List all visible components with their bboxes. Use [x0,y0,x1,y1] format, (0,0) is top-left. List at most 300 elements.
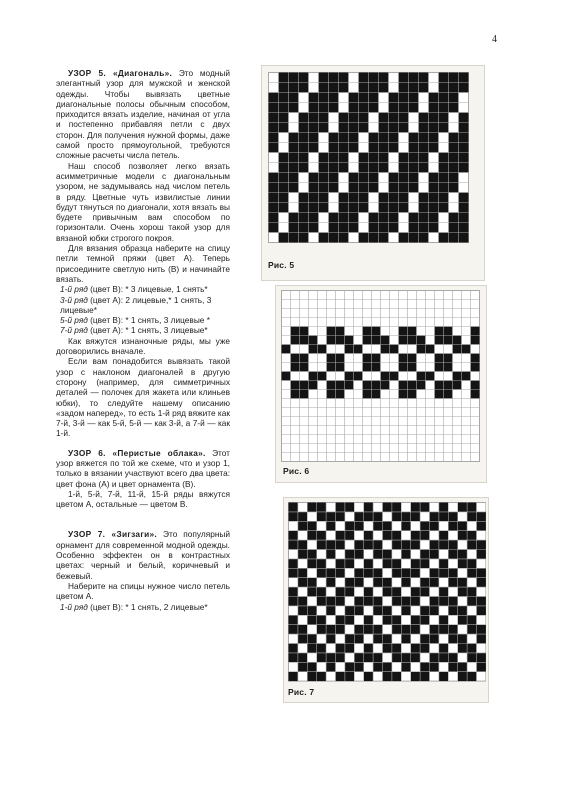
dark-stitch-cell [289,163,299,173]
dark-stitch-cell [309,372,318,381]
dark-stitch-cell [458,559,467,568]
dark-stitch-cell [363,327,372,336]
dark-stitch-cell [319,123,329,133]
dark-stitch-cell [279,173,289,183]
dark-stitch-cell [382,662,391,671]
text-column [56,68,230,612]
dark-stitch-cell [364,559,373,568]
dark-stitch-cell [439,643,448,652]
dark-stitch-cell [476,578,485,587]
dark-stitch-cell [309,123,319,133]
pattern-6-intro-text: Этот узор вяжется по той же схеме, что и узор 1, только в вязании участвуют всего два цвета: цвет фона (А) и цвет орнамента (В). [56,447,230,489]
figure-6-caption: Рис. 6 [283,466,310,476]
dark-stitch-cell [459,123,469,133]
dark-stitch-cell [411,587,420,596]
dark-stitch-cell [327,354,336,363]
dark-stitch-cell [444,381,453,390]
dark-stitch-cell [309,133,319,143]
dark-stitch-cell [339,73,349,83]
dark-stitch-cell [307,521,316,530]
dark-stitch-cell [345,672,354,681]
dark-stitch-cell [379,163,389,173]
dark-stitch-cell [317,625,326,634]
dark-stitch-cell [364,596,373,605]
dark-stitch-cell [326,521,335,530]
dark-stitch-cell [317,559,326,568]
dark-stitch-cell [307,643,316,652]
dark-stitch-cell [336,381,345,390]
dark-stitch-cell [327,381,336,390]
dark-stitch-cell [339,113,349,123]
dark-stitch-cell [307,531,316,540]
dark-stitch-cell [471,336,480,345]
dark-stitch-cell [349,173,359,183]
row-label: 7-й ряд [60,325,88,336]
dark-stitch-cell [399,123,409,133]
dark-stitch-cell [291,390,300,399]
dark-stitch-cell [458,587,467,596]
dark-stitch-cell [317,653,326,662]
dark-stitch-cell [399,203,409,213]
dark-stitch-cell [429,634,438,643]
dark-stitch-cell [429,143,439,153]
dark-stitch-cell [379,153,389,163]
dark-stitch-cell [392,643,401,652]
dark-stitch-cell [458,606,467,615]
dark-stitch-cell [329,163,339,173]
dark-stitch-cell [364,512,373,521]
dark-stitch-cell [269,183,279,193]
dark-stitch-cell [429,606,438,615]
dark-stitch-cell [439,83,449,93]
dark-stitch-cell [459,143,469,153]
dark-stitch-cell [269,93,279,103]
dark-stitch-cell [269,133,279,143]
dark-stitch-cell [467,596,476,605]
dark-stitch-cell [345,345,354,354]
dark-stitch-cell [326,625,335,634]
dark-stitch-cell [458,521,467,530]
dark-stitch-cell [420,587,429,596]
dark-stitch-cell [389,213,399,223]
dark-stitch-cell [345,615,354,624]
dark-stitch-cell [326,634,335,643]
dark-stitch-cell [298,596,307,605]
dark-stitch-cell [317,503,326,512]
dark-stitch-cell [269,223,279,233]
dark-stitch-cell [369,233,379,243]
dark-stitch-cell [288,540,297,549]
dark-stitch-cell [345,643,354,652]
dark-stitch-cell [389,123,399,133]
pattern-6-title: УЗОР 6. «Перистые облака». [68,447,206,458]
dark-stitch-cell [419,83,429,93]
dark-stitch-cell [392,615,401,624]
dark-stitch-cell [448,634,457,643]
dark-stitch-cell [279,233,289,243]
pattern-5-row-5 [56,315,230,325]
dark-stitch-cell [439,503,448,512]
dark-stitch-cell [300,390,309,399]
dark-stitch-cell [307,587,316,596]
dark-stitch-cell [382,578,391,587]
purl-rows-note: Как вяжутся изнаночные ряды, мы уже договорились вначале. [56,335,230,357]
dark-stitch-cell [389,93,399,103]
dark-stitch-cell [399,390,408,399]
dark-stitch-cell [419,73,429,83]
dark-stitch-cell [298,625,307,634]
dark-stitch-cell [291,363,300,372]
dark-stitch-cell [364,672,373,681]
dark-stitch-cell [354,521,363,530]
dark-stitch-cell [326,540,335,549]
dark-stitch-cell [279,73,289,83]
dark-stitch-cell [345,559,354,568]
dark-stitch-cell [349,193,359,203]
dark-stitch-cell [363,336,372,345]
dark-stitch-cell [326,653,335,662]
dark-stitch-cell [439,559,448,568]
dark-stitch-cell [291,327,300,336]
dark-stitch-cell [419,143,429,153]
dark-stitch-cell [299,143,309,153]
dark-stitch-cell [349,183,359,193]
page-number: 4 [492,34,497,45]
dark-stitch-cell [326,662,335,671]
dark-stitch-cell [448,578,457,587]
dark-stitch-cell [449,183,459,193]
dark-stitch-cell [300,336,309,345]
dark-stitch-cell [299,223,309,233]
dark-stitch-cell [354,345,363,354]
row-instruction: (цвет В): * 3 лицевые, 1 снять* [87,284,208,295]
dark-stitch-cell [291,381,300,390]
dark-stitch-cell [309,143,319,153]
dark-stitch-cell [476,568,485,577]
dark-stitch-cell [420,559,429,568]
dark-stitch-cell [439,73,449,83]
dark-stitch-cell [345,587,354,596]
dark-stitch-cell [373,625,382,634]
dark-stitch-cell [269,113,279,123]
dark-stitch-cell [444,354,453,363]
dark-stitch-cell [439,672,448,681]
dark-stitch-cell [439,193,449,203]
dark-stitch-cell [279,183,289,193]
dark-stitch-cell [336,390,345,399]
dark-stitch-cell [379,143,389,153]
dark-stitch-cell [459,223,469,233]
dark-stitch-cell [392,512,401,521]
dark-stitch-cell [319,173,329,183]
dark-stitch-cell [399,381,408,390]
dark-stitch-cell [307,662,316,671]
dark-stitch-cell [373,521,382,530]
dark-stitch-cell [349,223,359,233]
pattern-6-rows-paragraph: 1-й, 5-й, 7-й, 11-й, 15-й ряды вяжутся цветом А, остальные — цветом В. [56,488,230,510]
pattern-7-row-1 [56,602,230,612]
dark-stitch-cell [420,503,429,512]
dark-stitch-cell [420,672,429,681]
dark-stitch-cell [372,390,381,399]
dark-stitch-cell [329,173,339,183]
dark-stitch-cell [317,643,326,652]
dark-stitch-cell [279,163,289,173]
dark-stitch-cell [289,143,299,153]
dark-stitch-cell [369,133,379,143]
dark-stitch-cell [317,596,326,605]
dark-stitch-cell [298,512,307,521]
dark-stitch-cell [399,354,408,363]
dark-stitch-cell [411,503,420,512]
dark-stitch-cell [369,173,379,183]
dark-stitch-cell [411,512,420,521]
dark-stitch-cell [449,153,459,163]
dark-stitch-cell [373,512,382,521]
dark-stitch-cell [420,634,429,643]
dark-stitch-cell [419,123,429,133]
dark-stitch-cell [439,123,449,133]
row-instruction: (цвет А): * 1 снять, 3 лицевые* [87,325,208,336]
dark-stitch-cell [408,363,417,372]
dark-stitch-cell [279,203,289,213]
dark-stitch-cell [335,531,344,540]
row-label: 5-й ряд [60,315,88,326]
dark-stitch-cell [335,512,344,521]
dark-stitch-cell [417,345,426,354]
dark-stitch-cell [409,223,419,233]
dark-stitch-cell [382,503,391,512]
dark-stitch-cell [345,606,354,615]
dark-stitch-cell [401,634,410,643]
dark-stitch-cell [408,327,417,336]
dark-stitch-cell [339,83,349,93]
dark-stitch-cell [453,345,462,354]
dark-stitch-cell [389,143,399,153]
dark-stitch-cell [354,372,363,381]
dark-stitch-cell [317,615,326,624]
dark-stitch-cell [381,336,390,345]
dark-stitch-cell [329,213,339,223]
dark-stitch-cell [382,531,391,540]
dark-stitch-cell [372,381,381,390]
dark-stitch-cell [288,615,297,624]
dark-stitch-cell [335,559,344,568]
dark-stitch-cell [459,203,469,213]
dark-stitch-cell [448,662,457,671]
dark-stitch-cell [429,93,439,103]
dark-stitch-cell [439,568,448,577]
dark-stitch-cell [309,93,319,103]
dark-stitch-cell [288,587,297,596]
dark-stitch-cell [429,133,439,143]
dark-stitch-cell [363,381,372,390]
dark-stitch-cell [373,596,382,605]
dark-stitch-cell [299,203,309,213]
dark-stitch-cell [317,568,326,577]
dark-stitch-cell [369,143,379,153]
dark-stitch-cell [429,568,438,577]
dark-stitch-cell [359,153,369,163]
dark-stitch-cell [401,653,410,662]
dark-stitch-cell [429,625,438,634]
dark-stitch-cell [439,113,449,123]
dark-stitch-cell [467,512,476,521]
dark-stitch-cell [448,549,457,558]
row-instruction: (цвет А): 2 лицевые,* 1 снять, 3 лицевые* [60,294,212,315]
dark-stitch-cell [390,372,399,381]
dark-stitch-cell [389,183,399,193]
dark-stitch-cell [369,183,379,193]
dark-stitch-cell [288,625,297,634]
dark-stitch-cell [345,662,354,671]
dark-stitch-cell [459,83,469,93]
dark-stitch-cell [439,203,449,213]
dark-stitch-cell [409,233,419,243]
dark-stitch-cell [439,587,448,596]
dark-stitch-cell [382,521,391,530]
dark-stitch-cell [307,578,316,587]
dark-stitch-cell [335,615,344,624]
dark-stitch-cell [373,606,382,615]
dark-stitch-cell [399,193,409,203]
dark-stitch-cell [289,233,299,243]
dark-stitch-cell [471,327,480,336]
dark-stitch-cell [339,123,349,133]
dark-stitch-cell [382,643,391,652]
dark-stitch-cell [379,233,389,243]
dark-stitch-cell [307,615,316,624]
dark-stitch-cell [317,512,326,521]
dark-stitch-cell [300,354,309,363]
dark-stitch-cell [339,193,349,203]
dark-stitch-cell [381,345,390,354]
figure-5-caption: Рис. 5 [268,260,295,270]
dark-stitch-cell [458,672,467,681]
figure-5-diagonal-chart [262,66,484,280]
dark-stitch-cell [298,521,307,530]
dark-stitch-cell [309,381,318,390]
dark-stitch-cell [379,223,389,233]
dark-stitch-cell [379,193,389,203]
dark-stitch-cell [409,143,419,153]
dark-stitch-cell [373,540,382,549]
dark-stitch-cell [401,578,410,587]
dark-stitch-cell [439,173,449,183]
dark-stitch-cell [467,615,476,624]
dark-stitch-cell [429,662,438,671]
dark-stitch-cell [389,203,399,213]
dark-stitch-cell [399,83,409,93]
dark-stitch-cell [399,336,408,345]
dark-stitch-cell [339,143,349,153]
dark-stitch-cell [298,662,307,671]
dark-stitch-cell [288,643,297,652]
dark-stitch-cell [467,531,476,540]
dark-stitch-cell [319,193,329,203]
dark-stitch-cell [449,103,459,113]
dark-stitch-cell [354,662,363,671]
dark-stitch-cell [401,606,410,615]
dark-stitch-cell [359,183,369,193]
dark-stitch-cell [401,568,410,577]
dark-stitch-cell [392,587,401,596]
dark-stitch-cell [439,512,448,521]
dark-stitch-cell [382,615,391,624]
dark-stitch-cell [381,372,390,381]
dark-stitch-cell [458,643,467,652]
dark-stitch-cell [335,540,344,549]
dark-stitch-cell [354,578,363,587]
dark-stitch-cell [420,615,429,624]
feather-clouds-pattern-grid [281,290,480,462]
dark-stitch-cell [399,113,409,123]
dark-stitch-cell [453,372,462,381]
row-instruction: (цвет В): * 1 снять, 3 лицевые * [87,315,210,326]
dark-stitch-cell [269,173,279,183]
dark-stitch-cell [364,615,373,624]
dark-stitch-cell [411,540,420,549]
dark-stitch-cell [317,531,326,540]
dark-stitch-cell [419,163,429,173]
dark-stitch-cell [345,336,354,345]
pattern-7-intro-text: Это популярный орнамент для современной модной одежды. Особенно эффектен он в контрастных цветах: черный и белый, коричневый и бежевый. [56,529,231,581]
dark-stitch-cell [326,596,335,605]
dark-stitch-cell [459,193,469,203]
dark-stitch-cell [300,327,309,336]
dark-stitch-cell [289,133,299,143]
dark-stitch-cell [326,549,335,558]
dark-stitch-cell [448,512,457,521]
dark-stitch-cell [299,153,309,163]
dark-stitch-cell [458,531,467,540]
dark-stitch-cell [419,223,429,233]
dark-stitch-cell [379,83,389,93]
dark-stitch-cell [345,634,354,643]
dark-stitch-cell [369,93,379,103]
dark-stitch-cell [317,672,326,681]
dark-stitch-cell [372,354,381,363]
dark-stitch-cell [382,549,391,558]
dark-stitch-cell [389,113,399,123]
dark-stitch-cell [409,163,419,173]
dark-stitch-cell [309,173,319,183]
dark-stitch-cell [369,103,379,113]
dark-stitch-cell [299,193,309,203]
dark-stitch-cell [471,381,480,390]
dark-stitch-cell [417,372,426,381]
dark-stitch-cell [339,153,349,163]
dark-stitch-cell [298,634,307,643]
dark-stitch-cell [476,521,485,530]
dark-stitch-cell [409,153,419,163]
dark-stitch-cell [349,123,359,133]
dark-stitch-cell [289,103,299,113]
dark-stitch-cell [354,606,363,615]
dark-stitch-cell [299,233,309,243]
dark-stitch-cell [417,336,426,345]
dark-stitch-cell [335,643,344,652]
dark-stitch-cell [449,93,459,103]
dark-stitch-cell [307,672,316,681]
dark-stitch-cell [458,503,467,512]
dark-stitch-cell [419,153,429,163]
dark-stitch-cell [329,233,339,243]
dark-stitch-cell [354,549,363,558]
dark-stitch-cell [372,336,381,345]
dark-stitch-cell [326,568,335,577]
dark-stitch-cell [369,153,379,163]
